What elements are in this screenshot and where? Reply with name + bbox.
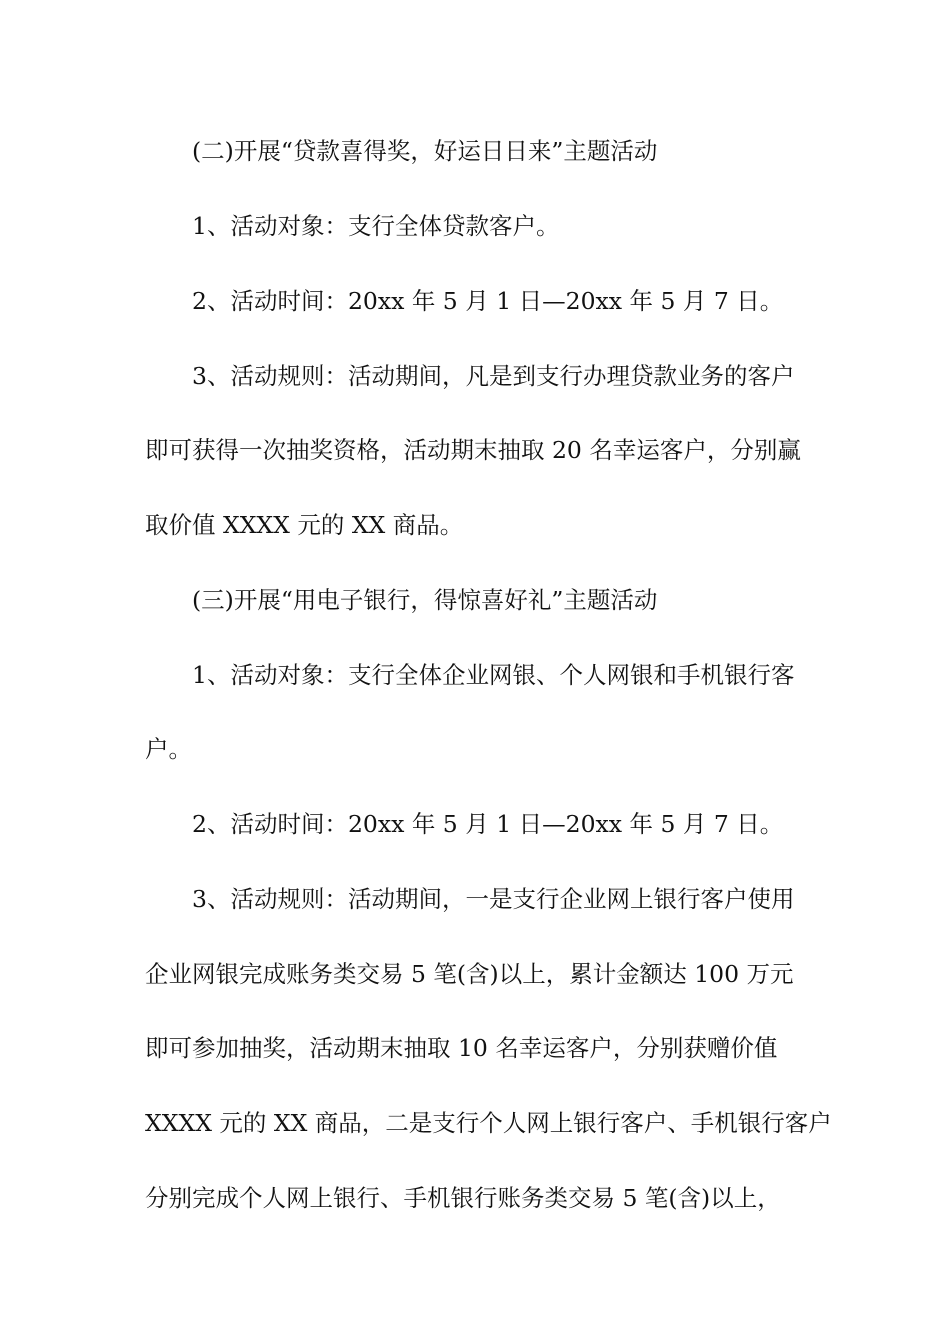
paragraph-line: 3、活动规则：活动期间，凡是到支行办理贷款业务的客户	[192, 362, 795, 390]
section-heading-loan-activity: (二)开展“贷款喜得奖，好运日日来”主题活动	[192, 137, 658, 165]
paragraph-line: 3、活动规则：活动期间，一是支行企业网上银行客户使用	[192, 885, 795, 913]
paragraph-line: 即可获得一次抽奖资格，活动期末抽取 20 名幸运客户，分别赢	[145, 436, 801, 464]
section-heading-ebank-activity: (三)开展“用电子银行，得惊喜好礼”主题活动	[192, 586, 658, 614]
paragraph-line: 取价值 XXXX 元的 XX 商品。	[145, 511, 464, 539]
paragraph-line: 1、活动对象：支行全体企业网银、个人网银和手机银行客	[192, 661, 795, 689]
paragraph-line: 分别完成个人网上银行、手机银行账务类交易 5 笔(含)以上，	[145, 1184, 781, 1212]
paragraph-line: 企业网银完成账务类交易 5 笔(含)以上，累计金额达 100 万元	[145, 960, 794, 988]
paragraph-line: 即可参加抽奖，活动期末抽取 10 名幸运客户，分别获赠价值	[145, 1034, 778, 1062]
paragraph-line: 1、活动对象：支行全体贷款客户。	[192, 212, 560, 240]
paragraph-line: 户。	[145, 735, 192, 763]
paragraph-line: 2、活动时间：20xx 年 5 月 1 日—20xx 年 5 月 7 日。	[192, 287, 784, 315]
paragraph-line: XXXX 元的 XX 商品，二是支行个人网上银行客户、手机银行客户	[145, 1109, 832, 1137]
paragraph-line: 2、活动时间：20xx 年 5 月 1 日—20xx 年 5 月 7 日。	[192, 810, 784, 838]
